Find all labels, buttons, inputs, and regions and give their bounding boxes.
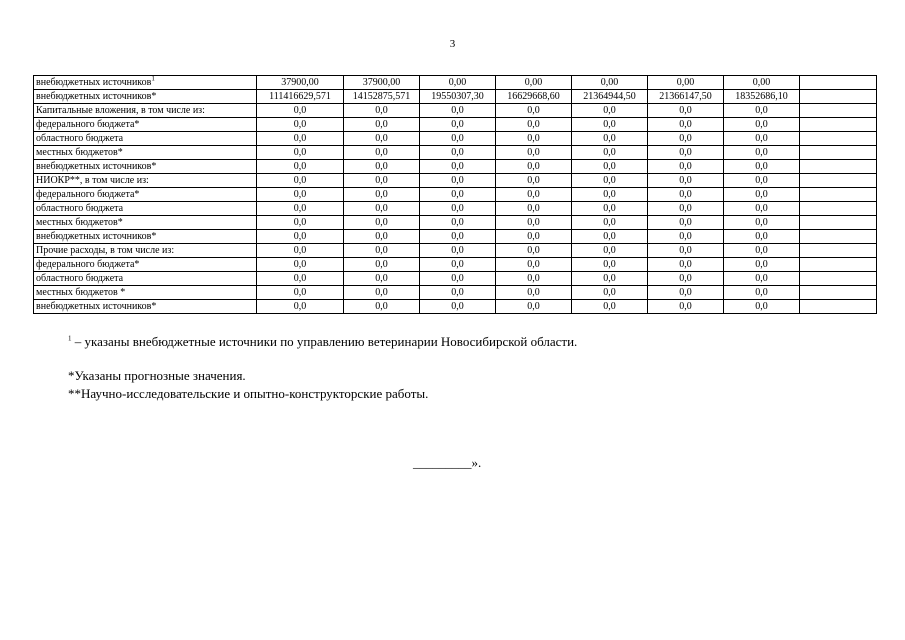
value-cell: 0,0 xyxy=(648,174,724,188)
value-cell: 0,0 xyxy=(257,244,344,258)
row-label: областного бюджета xyxy=(34,132,257,146)
value-cell: 0,0 xyxy=(648,286,724,300)
funding-table xyxy=(33,75,877,314)
row-label: НИОКР**, в том числе из: xyxy=(34,174,257,188)
empty-cell xyxy=(800,258,877,272)
value-cell: 0,0 xyxy=(420,258,496,272)
empty-cell xyxy=(800,132,877,146)
value-cell: 0,0 xyxy=(724,272,800,286)
empty-cell xyxy=(800,244,877,258)
table-row xyxy=(34,118,877,132)
value-cell: 0,0 xyxy=(572,258,648,272)
value-cell: 0,0 xyxy=(344,146,420,160)
value-cell: 0,0 xyxy=(648,272,724,286)
empty-cell xyxy=(800,104,877,118)
value-cell: 14152875,571 xyxy=(344,90,420,104)
value-cell: 0,0 xyxy=(572,216,648,230)
row-label: Капитальные вложения, в том числе из: xyxy=(34,104,257,118)
value-cell: 0,0 xyxy=(648,132,724,146)
value-cell: 21366147,50 xyxy=(648,90,724,104)
value-cell: 0,0 xyxy=(344,230,420,244)
footnote-1-mark: 1 xyxy=(68,334,72,343)
value-cell: 0,0 xyxy=(724,230,800,244)
value-cell: 37900,00 xyxy=(344,76,420,90)
value-cell: 0,0 xyxy=(496,230,572,244)
table-row xyxy=(34,104,877,118)
value-cell: 0,0 xyxy=(344,286,420,300)
value-cell: 0,0 xyxy=(420,146,496,160)
footnote-niokr: **Научно-исследовательские и опытно-конструкторские работы. xyxy=(68,386,429,401)
value-cell: 0,0 xyxy=(420,286,496,300)
value-cell: 0,0 xyxy=(724,132,800,146)
table-row xyxy=(34,174,877,188)
value-cell: 0,0 xyxy=(257,104,344,118)
table-row xyxy=(34,146,877,160)
value-cell: 0,0 xyxy=(420,202,496,216)
value-cell: 0,0 xyxy=(572,146,648,160)
value-cell: 0,0 xyxy=(496,272,572,286)
footnote-1-text: – указаны внебюджетные источники по управлению ветеринарии Новосибирской области. xyxy=(71,334,578,349)
value-cell: 0,0 xyxy=(724,160,800,174)
page-number: 3 xyxy=(449,38,456,50)
closing-mark: _________». xyxy=(413,455,482,470)
value-cell: 0,0 xyxy=(496,216,572,230)
value-cell: 0,0 xyxy=(344,272,420,286)
value-cell: 0,0 xyxy=(724,146,800,160)
value-cell: 0,0 xyxy=(257,132,344,146)
value-cell: 0,0 xyxy=(257,230,344,244)
value-cell: 0,0 xyxy=(572,132,648,146)
value-cell: 0,0 xyxy=(572,202,648,216)
row-label: федерального бюджета* xyxy=(34,188,257,202)
value-cell: 0,0 xyxy=(496,258,572,272)
table-row xyxy=(34,202,877,216)
value-cell: 0,0 xyxy=(496,174,572,188)
row-label: местных бюджетов * xyxy=(34,286,257,300)
value-cell: 0,0 xyxy=(724,286,800,300)
value-cell: 0,0 xyxy=(724,244,800,258)
value-cell: 0,0 xyxy=(648,146,724,160)
value-cell: 0,0 xyxy=(420,188,496,202)
value-cell: 0,0 xyxy=(420,104,496,118)
value-cell: 0,0 xyxy=(648,230,724,244)
value-cell: 0,0 xyxy=(344,244,420,258)
row-label: Прочие расходы, в том числе из: xyxy=(34,244,257,258)
value-cell: 37900,00 xyxy=(257,76,344,90)
row-label: внебюджетных источников* xyxy=(34,300,257,314)
value-cell: 0,0 xyxy=(420,132,496,146)
table-row xyxy=(34,90,877,104)
value-cell: 0,0 xyxy=(420,244,496,258)
value-cell: 0,0 xyxy=(257,188,344,202)
value-cell: 0,0 xyxy=(648,300,724,314)
table-row xyxy=(34,230,877,244)
table-row xyxy=(34,188,877,202)
table-row xyxy=(34,160,877,174)
value-cell: 0,0 xyxy=(496,300,572,314)
table-row xyxy=(34,272,877,286)
value-cell: 0,0 xyxy=(496,202,572,216)
row-label: областного бюджета xyxy=(34,272,257,286)
empty-cell xyxy=(800,188,877,202)
empty-cell xyxy=(800,286,877,300)
row-label: областного бюджета xyxy=(34,202,257,216)
value-cell: 16629668,60 xyxy=(496,90,572,104)
row-label: внебюджетных источников* xyxy=(34,90,257,104)
value-cell: 0,00 xyxy=(420,76,496,90)
empty-cell xyxy=(800,90,877,104)
value-cell: 0,0 xyxy=(496,286,572,300)
empty-cell xyxy=(800,230,877,244)
table-row xyxy=(34,76,877,90)
table-row xyxy=(34,132,877,146)
value-cell: 0,0 xyxy=(572,104,648,118)
footnote-1 xyxy=(68,334,577,350)
value-cell: 0,0 xyxy=(344,174,420,188)
value-cell: 111416629,571 xyxy=(257,90,344,104)
value-cell: 0,0 xyxy=(496,132,572,146)
value-cell: 0,0 xyxy=(648,104,724,118)
value-cell: 0,0 xyxy=(420,230,496,244)
value-cell: 0,0 xyxy=(344,202,420,216)
value-cell: 0,0 xyxy=(344,132,420,146)
value-cell: 0,0 xyxy=(572,244,648,258)
value-cell: 0,0 xyxy=(344,104,420,118)
value-cell: 0,00 xyxy=(496,76,572,90)
value-cell: 0,0 xyxy=(648,160,724,174)
value-cell: 0,0 xyxy=(257,272,344,286)
value-cell: 19550307,30 xyxy=(420,90,496,104)
value-cell: 0,0 xyxy=(648,118,724,132)
value-cell: 0,0 xyxy=(724,216,800,230)
value-cell: 0,0 xyxy=(724,300,800,314)
value-cell: 0,0 xyxy=(572,118,648,132)
value-cell: 0,0 xyxy=(420,300,496,314)
value-cell: 0,0 xyxy=(572,160,648,174)
value-cell: 0,0 xyxy=(257,300,344,314)
row-label: внебюджетных источников$^1$ xyxy=(34,76,257,90)
value-cell: 0,0 xyxy=(257,174,344,188)
value-cell: 0,0 xyxy=(420,272,496,286)
row-label: федерального бюджета* xyxy=(34,118,257,132)
empty-cell xyxy=(800,216,877,230)
value-cell: 0,0 xyxy=(257,286,344,300)
value-cell: 0,0 xyxy=(496,146,572,160)
value-cell: 0,0 xyxy=(344,300,420,314)
row-label: внебюджетных источников* xyxy=(34,230,257,244)
value-cell: 0,0 xyxy=(344,216,420,230)
table-row xyxy=(34,258,877,272)
value-cell: 0,0 xyxy=(420,118,496,132)
value-cell: 0,0 xyxy=(724,118,800,132)
value-cell: 0,0 xyxy=(572,188,648,202)
value-cell: 0,0 xyxy=(648,202,724,216)
table-row xyxy=(34,300,877,314)
value-cell: 0,0 xyxy=(496,104,572,118)
row-label: местных бюджетов* xyxy=(34,146,257,160)
value-cell: 0,0 xyxy=(344,160,420,174)
empty-cell xyxy=(800,272,877,286)
value-cell: 0,0 xyxy=(496,118,572,132)
value-cell: 0,0 xyxy=(724,174,800,188)
value-cell: 0,0 xyxy=(724,258,800,272)
value-cell: 0,0 xyxy=(344,258,420,272)
table-body xyxy=(34,76,877,314)
table-row xyxy=(34,216,877,230)
value-cell: 0,00 xyxy=(724,76,800,90)
footnote-forecast: *Указаны прогнозные значения. xyxy=(68,368,246,383)
value-cell: 0,0 xyxy=(724,104,800,118)
table-row xyxy=(34,286,877,300)
empty-cell xyxy=(800,146,877,160)
value-cell: 0,0 xyxy=(648,216,724,230)
value-cell: 0,0 xyxy=(420,216,496,230)
empty-cell xyxy=(800,300,877,314)
value-cell: 0,00 xyxy=(648,76,724,90)
value-cell: 0,0 xyxy=(257,160,344,174)
value-cell: 0,0 xyxy=(496,160,572,174)
value-cell: 0,0 xyxy=(572,286,648,300)
table-row xyxy=(34,244,877,258)
value-cell: 0,0 xyxy=(344,118,420,132)
empty-cell xyxy=(800,76,877,90)
value-cell: 21364944,50 xyxy=(572,90,648,104)
value-cell: 0,0 xyxy=(257,258,344,272)
value-cell: 0,0 xyxy=(257,146,344,160)
value-cell: 0,0 xyxy=(572,272,648,286)
empty-cell xyxy=(800,118,877,132)
value-cell: 0,0 xyxy=(257,216,344,230)
value-cell: 0,0 xyxy=(496,188,572,202)
value-cell: 0,0 xyxy=(257,118,344,132)
value-cell: 0,0 xyxy=(420,174,496,188)
value-cell: 0,0 xyxy=(648,188,724,202)
row-label: федерального бюджета* xyxy=(34,258,257,272)
value-cell: 0,0 xyxy=(257,202,344,216)
value-cell: 0,0 xyxy=(724,202,800,216)
empty-cell xyxy=(800,174,877,188)
row-label: внебюджетных источников* xyxy=(34,160,257,174)
value-cell: 0,0 xyxy=(420,160,496,174)
value-cell: 0,0 xyxy=(572,300,648,314)
value-cell: 0,0 xyxy=(572,174,648,188)
empty-cell xyxy=(800,202,877,216)
value-cell: 0,0 xyxy=(724,188,800,202)
value-cell: 18352686,10 xyxy=(724,90,800,104)
row-label: местных бюджетов* xyxy=(34,216,257,230)
empty-cell xyxy=(800,160,877,174)
value-cell: 0,0 xyxy=(648,244,724,258)
value-cell: 0,0 xyxy=(648,258,724,272)
value-cell: 0,0 xyxy=(572,230,648,244)
value-cell: 0,0 xyxy=(344,188,420,202)
value-cell: 0,00 xyxy=(572,76,648,90)
value-cell: 0,0 xyxy=(496,244,572,258)
